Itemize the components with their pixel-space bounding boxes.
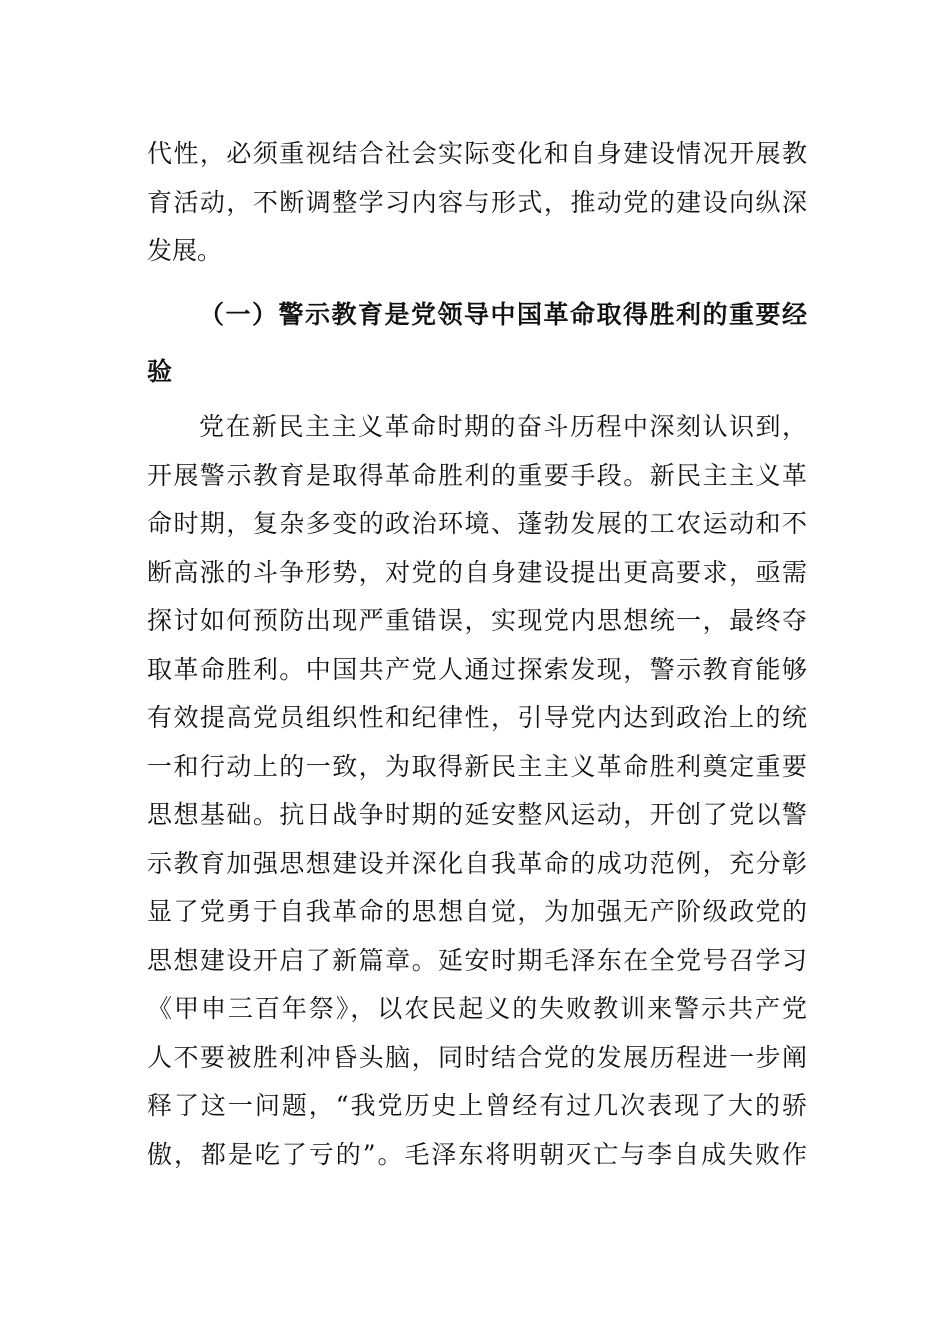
text-line: 党在新民主主义革命时期的奋斗历程中深刻认识到， <box>199 412 807 441</box>
text-line: 示教育加强思想建设并深化自我革命的成功范例，充分彰 <box>147 848 807 878</box>
text-line: 取革命胜利。中国共产党人通过探索发现，警示教育能够 <box>147 654 807 684</box>
text-line: 有效提高党员组织性和纪律性，引导党内达到政治上的统 <box>147 703 807 732</box>
text-line: 思想建设开启了新篇章。延安时期毛泽东在全党号召学习 <box>147 945 807 975</box>
section-heading <box>147 286 807 400</box>
heading-line: 验 <box>147 357 173 386</box>
text-line: 开展警示教育是取得革命胜利的重要手段。新民主主义革 <box>147 460 807 490</box>
text-line: 育活动，不断调整学习内容与形式，推动党的建设向纵深 <box>147 187 807 217</box>
text-line: 一和行动上的一致，为取得新民主主义革命胜利奠定重要 <box>147 751 807 781</box>
text-line: 断高涨的斗争形势，对党的自身建设提出更高要求，亟需 <box>147 557 807 587</box>
text-line: 《甲申三百年祭》，以农民起义的失败教训来警示共产党 <box>147 994 807 1023</box>
body-paragraph <box>147 403 807 1179</box>
text-line: 傲，都是吃了亏的”。毛泽东将明朝灭亡与李自成失败作 <box>147 1139 807 1169</box>
text-line: 代性，必须重视结合社会实际变化和自身建设情况开展教 <box>147 139 807 168</box>
text-line: 探讨如何预防出现严重错误，实现党内思想统一，最终夺 <box>147 606 807 635</box>
text-line: 发展。 <box>147 236 223 265</box>
text-line: 释了这一问题，“我党历史上曾经有过几次表现了大的骄 <box>147 1091 807 1120</box>
heading-line: （一）警示教育是党领导中国革命取得胜利的重要经 <box>199 300 807 329</box>
text-line: 显了党勇于自我革命的思想自觉，为加强无产阶级政党的 <box>147 897 807 926</box>
text-line: 思想基础。抗日战争时期的延安整风运动，开创了党以警 <box>147 800 807 829</box>
intro-paragraph <box>147 130 807 276</box>
text-line: 命时期，复杂多变的政治环境、蓬勃发展的工农运动和不 <box>147 509 807 538</box>
text-line: 人不要被胜利冲昏头脑，同时结合党的发展历程进一步阐 <box>147 1042 807 1072</box>
